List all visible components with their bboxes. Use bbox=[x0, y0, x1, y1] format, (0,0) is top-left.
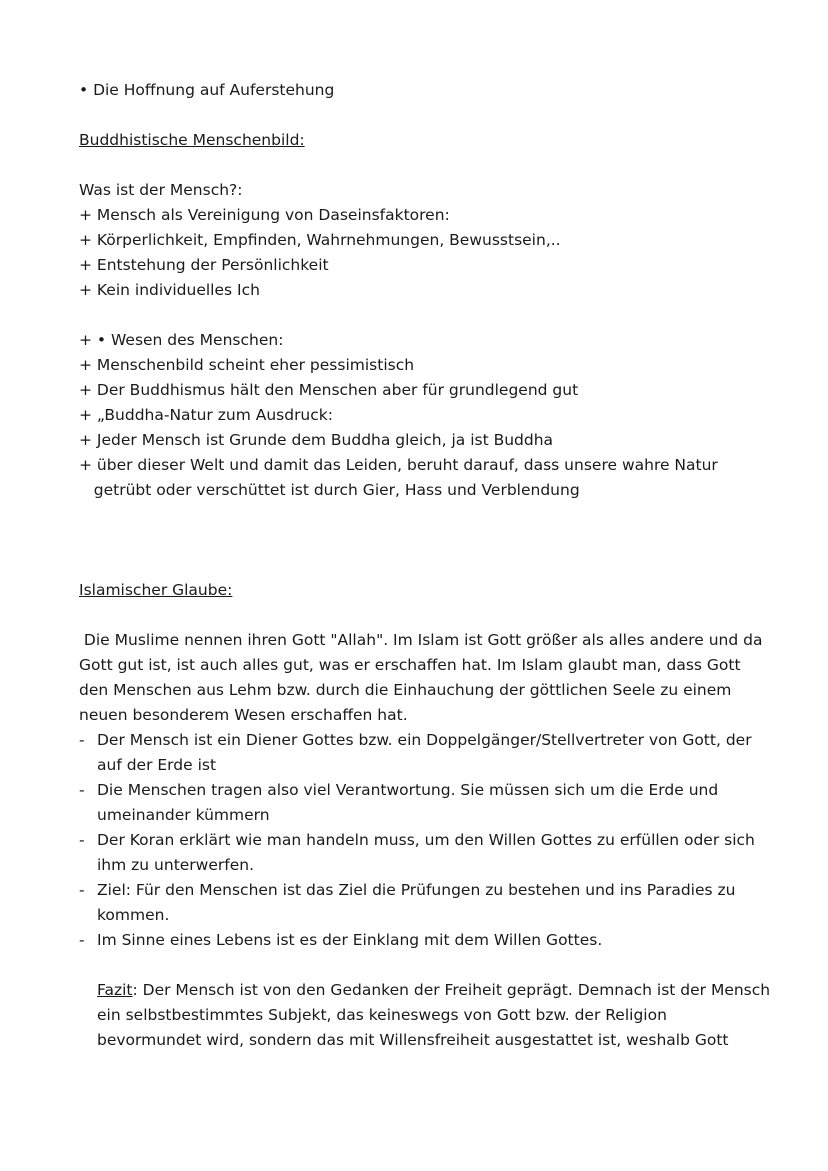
buddhism-point: + Mensch als Vereinigung von Daseinsfaktoren: bbox=[79, 206, 450, 224]
buddhism-point: + Jeder Mensch ist Grunde dem Buddha gleich, ja ist Buddha bbox=[79, 431, 554, 449]
fazit-first-line bbox=[97, 978, 770, 1003]
islam-paragraph-line: Gott gut ist, ist auch alles gut, was er erschaffen hat. Im Islam glaubt man, dass Gott bbox=[79, 656, 741, 674]
dash-item-line: ihm zu unterwerfen. bbox=[97, 856, 255, 874]
fazit-line: ein selbstbestimmtes Subjekt, das keineswegs von Gott bzw. der Religion bbox=[97, 1006, 667, 1024]
dash-item-line: Die Menschen tragen also viel Verantwortung. Sie müssen sich um die Erde und bbox=[97, 781, 719, 799]
dash-item-line: Der Mensch ist ein Diener Gottes bzw. ein Doppelgänger/Stellvertreter von Gott, der bbox=[97, 731, 752, 749]
dash-marker: - bbox=[79, 931, 85, 949]
buddhism-point: + Körperlichkeit, Empfinden, Wahrnehmungen, Bewusstsein,.. bbox=[79, 231, 561, 249]
islam-paragraph-line: Die Muslime nennen ihren Gott "Allah". Im Islam ist Gott größer als alles andere und da bbox=[79, 631, 763, 649]
dash-item-line: Der Koran erklärt wie man handeln muss, um den Willen Gottes zu erfüllen oder sich bbox=[97, 831, 755, 849]
buddhism-point: + „Buddha-Natur zum Ausdruck: bbox=[79, 406, 333, 424]
dash-item-line: Ziel: Für den Menschen ist das Ziel die Prüfungen zu bestehen und ins Paradies zu bbox=[97, 881, 736, 899]
dash-marker: - bbox=[79, 781, 85, 799]
intro-bullet: • Die Hoffnung auf Auferstehung bbox=[79, 81, 335, 99]
buddhism-point-continuation: getrübt oder verschüttet ist durch Gier, Hass und Verblendung bbox=[79, 481, 580, 499]
islam-paragraph-line: neuen besonderem Wesen erschaffen hat. bbox=[79, 706, 408, 724]
buddhism-point: + • Wesen des Menschen: bbox=[79, 331, 284, 349]
buddhism-point: + über dieser Welt und damit das Leiden, beruht darauf, dass unsere wahre Natur bbox=[79, 456, 718, 474]
buddhism-point: + Der Buddhismus hält den Menschen aber für grundlegend gut bbox=[79, 381, 579, 399]
buddhism-point: + Kein individuelles Ich bbox=[79, 281, 260, 299]
dash-marker: - bbox=[79, 881, 85, 899]
fazit-label: Fazit bbox=[97, 981, 133, 999]
islam-heading: Islamischer Glaube: bbox=[79, 581, 233, 599]
buddhism-point: + Entstehung der Persönlichkeit bbox=[79, 256, 329, 274]
buddhism-heading: Buddhistische Menschenbild: bbox=[79, 131, 305, 149]
dash-item-line: umeinander kümmern bbox=[97, 806, 270, 824]
dash-item-line: auf der Erde ist bbox=[97, 756, 217, 774]
islam-paragraph-line: den Menschen aus Lehm bzw. durch die Einhauchung der göttlichen Seele zu einem bbox=[79, 681, 732, 699]
fazit-text: : Der Mensch ist von den Gedanken der Freiheit geprägt. Demnach ist der Mensch bbox=[132, 981, 771, 999]
buddhism-question: Was ist der Mensch?: bbox=[79, 181, 243, 199]
fazit-line: bevormundet wird, sondern das mit Willensfreiheit ausgestattet ist, weshalb Gott bbox=[97, 1031, 729, 1049]
dash-marker: - bbox=[79, 731, 85, 749]
buddhism-point: + Menschenbild scheint eher pessimistisch bbox=[79, 356, 415, 374]
dash-item-line: kommen. bbox=[97, 906, 170, 924]
dash-item-line: Im Sinne eines Lebens ist es der Einklang mit dem Willen Gottes. bbox=[97, 931, 603, 949]
dash-marker: - bbox=[79, 831, 85, 849]
